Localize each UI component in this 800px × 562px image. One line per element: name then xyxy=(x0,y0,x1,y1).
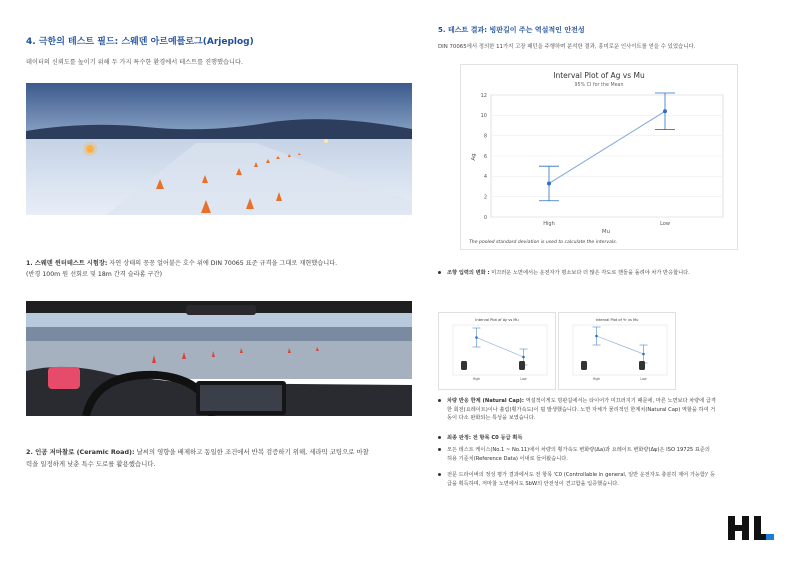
chart-subtitle: 95% CI for the Mean xyxy=(574,83,624,88)
chart-x-axis-label: Mu xyxy=(601,229,611,235)
ceramic-road-lead: 2. 인공 저마찰로 (Ceramic Road): xyxy=(26,448,135,456)
ceramic-road-photo xyxy=(26,301,412,416)
car-interior-image xyxy=(26,301,412,416)
small-chart-1-svg xyxy=(439,313,555,389)
small-mean-point xyxy=(642,353,645,356)
y-tick-label: 0 xyxy=(483,214,487,221)
small-x-tick-label: Low xyxy=(520,377,527,381)
small-series-line xyxy=(597,336,644,354)
section-5-heading: 5. 테스트 결과: 빙판길이 주는 역설적인 안전성 xyxy=(438,26,585,34)
small-x-tick-label: High xyxy=(472,377,481,381)
car-icon xyxy=(639,361,645,370)
hl-logo-mark xyxy=(728,516,776,542)
small-chart-1 xyxy=(438,312,556,390)
small-chart-title: Interval Plot of Ay vs Mu xyxy=(475,318,519,322)
steering-input-text: 미끄러운 노면에서는 운전자가 평소보다 더 많은 각도로 핸들을 돌려야 차가 반응합니다. xyxy=(489,270,690,276)
bullet-steering-input xyxy=(438,269,690,278)
section-4-intro: 데이터의 신뢰도를 높이기 위해 두 가지 특수한 환경에서 테스트를 진행했습니다. xyxy=(26,59,243,66)
frozen-lake-track-image xyxy=(26,83,412,215)
reference-data-text: 모든 테스트 케이스(No.1 ~ No.11)에서 차량의 횡가속도 변화량(Δa)과 요레이트 변화량(Δψ)은 ISO 19725 표준의 xyxy=(447,447,710,453)
natural-cap-text3: 동이 다소 완화되는 특성을 보였습니다. xyxy=(447,415,536,421)
small-mean-point xyxy=(522,356,525,359)
small-mean-point xyxy=(475,336,478,339)
small-interval-plots xyxy=(438,312,676,388)
interval-plot-chart xyxy=(460,64,738,250)
reference-data-text2: 허용 기준치(Reference Data) 이내로 들어왔습니다. xyxy=(447,455,568,462)
y-tick-label: 12 xyxy=(480,92,487,99)
bullet-dot xyxy=(438,473,441,476)
bullet-dot xyxy=(438,399,441,402)
small-plot-frame xyxy=(573,325,667,375)
x-tick-label: Low xyxy=(660,221,670,227)
x-tick-label: High xyxy=(543,221,555,227)
chart-y-axis-label: Ag xyxy=(471,153,477,161)
final-verdict-lead: 최종 판정: 전 항목 C0 등급 획득 xyxy=(447,435,523,441)
y-tick-label: 8 xyxy=(483,133,487,140)
winter-test-sub: (반경 100m 원 선회로 및 18m 간격 슬라롬 구간) xyxy=(26,271,162,278)
winter-test-lead: 1. 스웨덴 윈터테스트 시험장: xyxy=(26,260,108,267)
natural-cap-lead: 차량 반응 한계 (Natural Cap): xyxy=(447,398,524,404)
small-x-tick-label: Low xyxy=(640,377,647,381)
section-winter-test xyxy=(26,258,416,280)
expert-evaluation-text2: 급을 획득하며, 저마찰 노면에서도 SbW의 안전성이 견고함을 입증했습니다. xyxy=(447,480,619,487)
bullet-expert-evaluation xyxy=(438,471,768,488)
ceramic-road-text: 날씨의 영향을 배제하고 동일한 조건에서 반복 검증하기 위해, 세라믹 코팅으로 마찰 xyxy=(134,448,369,456)
small-x-tick-label: High xyxy=(592,377,601,381)
y-tick-label: 2 xyxy=(483,194,487,201)
winter-test-photo xyxy=(26,83,412,215)
bullet-dot xyxy=(438,271,441,274)
section-5-intro: DIN 70065에서 정의한 11가지 고장 패턴을 주행하며 분석한 결과, 흥미로운 인사이트를 얻을 수 있었습니다. xyxy=(438,44,696,50)
small-plot-frame xyxy=(453,325,547,375)
y-tick-label: 6 xyxy=(483,153,487,160)
chart-title: Interval Plot of Ag vs Mu xyxy=(553,71,645,80)
car-icon xyxy=(581,361,587,370)
bullet-dot xyxy=(438,448,441,451)
car-icon xyxy=(519,361,525,370)
mean-point xyxy=(547,181,551,185)
car-icon xyxy=(461,361,467,370)
small-mean-point xyxy=(595,335,598,338)
small-chart-2 xyxy=(558,312,676,390)
y-tick-label: 4 xyxy=(483,174,487,181)
hl-logo xyxy=(728,516,776,546)
series-line xyxy=(549,111,665,183)
ceramic-road-text2: 력을 일정하게 낮춘 특수 도로를 활용했습니다. xyxy=(26,460,156,468)
bullet-final-verdict xyxy=(438,434,522,443)
bullet-natural-cap xyxy=(438,397,768,423)
section-4-heading: 4. 극한의 테스트 필드: 스웨덴 아르예플로그(Arjeplog) xyxy=(26,37,254,47)
bullet-dot xyxy=(438,436,441,439)
natural-cap-text: 역설적이게도 빙판길에서는 타이어가 미끄러지기 때문에, 마른 노면보다 차량에 급격 xyxy=(523,398,716,404)
y-tick-label: 10 xyxy=(480,113,487,120)
section-ceramic-road xyxy=(26,446,416,470)
small-chart-2-svg xyxy=(559,313,675,389)
mean-point xyxy=(663,109,667,113)
bullet-reference-data xyxy=(438,446,768,463)
winter-test-text: 자연 상태의 꽁꽁 얼어붙은 호수 위에 DIN 70065 표준 규격을 그대로 재현했습니다. xyxy=(107,260,338,267)
steering-input-lead: 조향 입력의 변화 : xyxy=(447,270,490,276)
chart-footnote: The pooled standard deviation is used to calculate the intervals. xyxy=(469,240,618,245)
interval-plot-svg xyxy=(461,65,737,249)
small-chart-title: Interval Plot of Yr vs Mu xyxy=(595,318,639,322)
expert-evaluation-text: 전문 드라이버의 정성 평가 결과에서도 전 항목 'C0 (Controllable in general, 일반 운전자도 충분히 제어 가능함)' 등 xyxy=(447,472,715,478)
small-series-line xyxy=(477,338,524,358)
natural-cap-text2: 한 회전(요레이트)이나 쏠림(횡가속도)이 덜 발생했습니다. 노면 자체가 물리적인 한계치(Natural Cap) 역할을 하여 거 xyxy=(447,406,716,413)
